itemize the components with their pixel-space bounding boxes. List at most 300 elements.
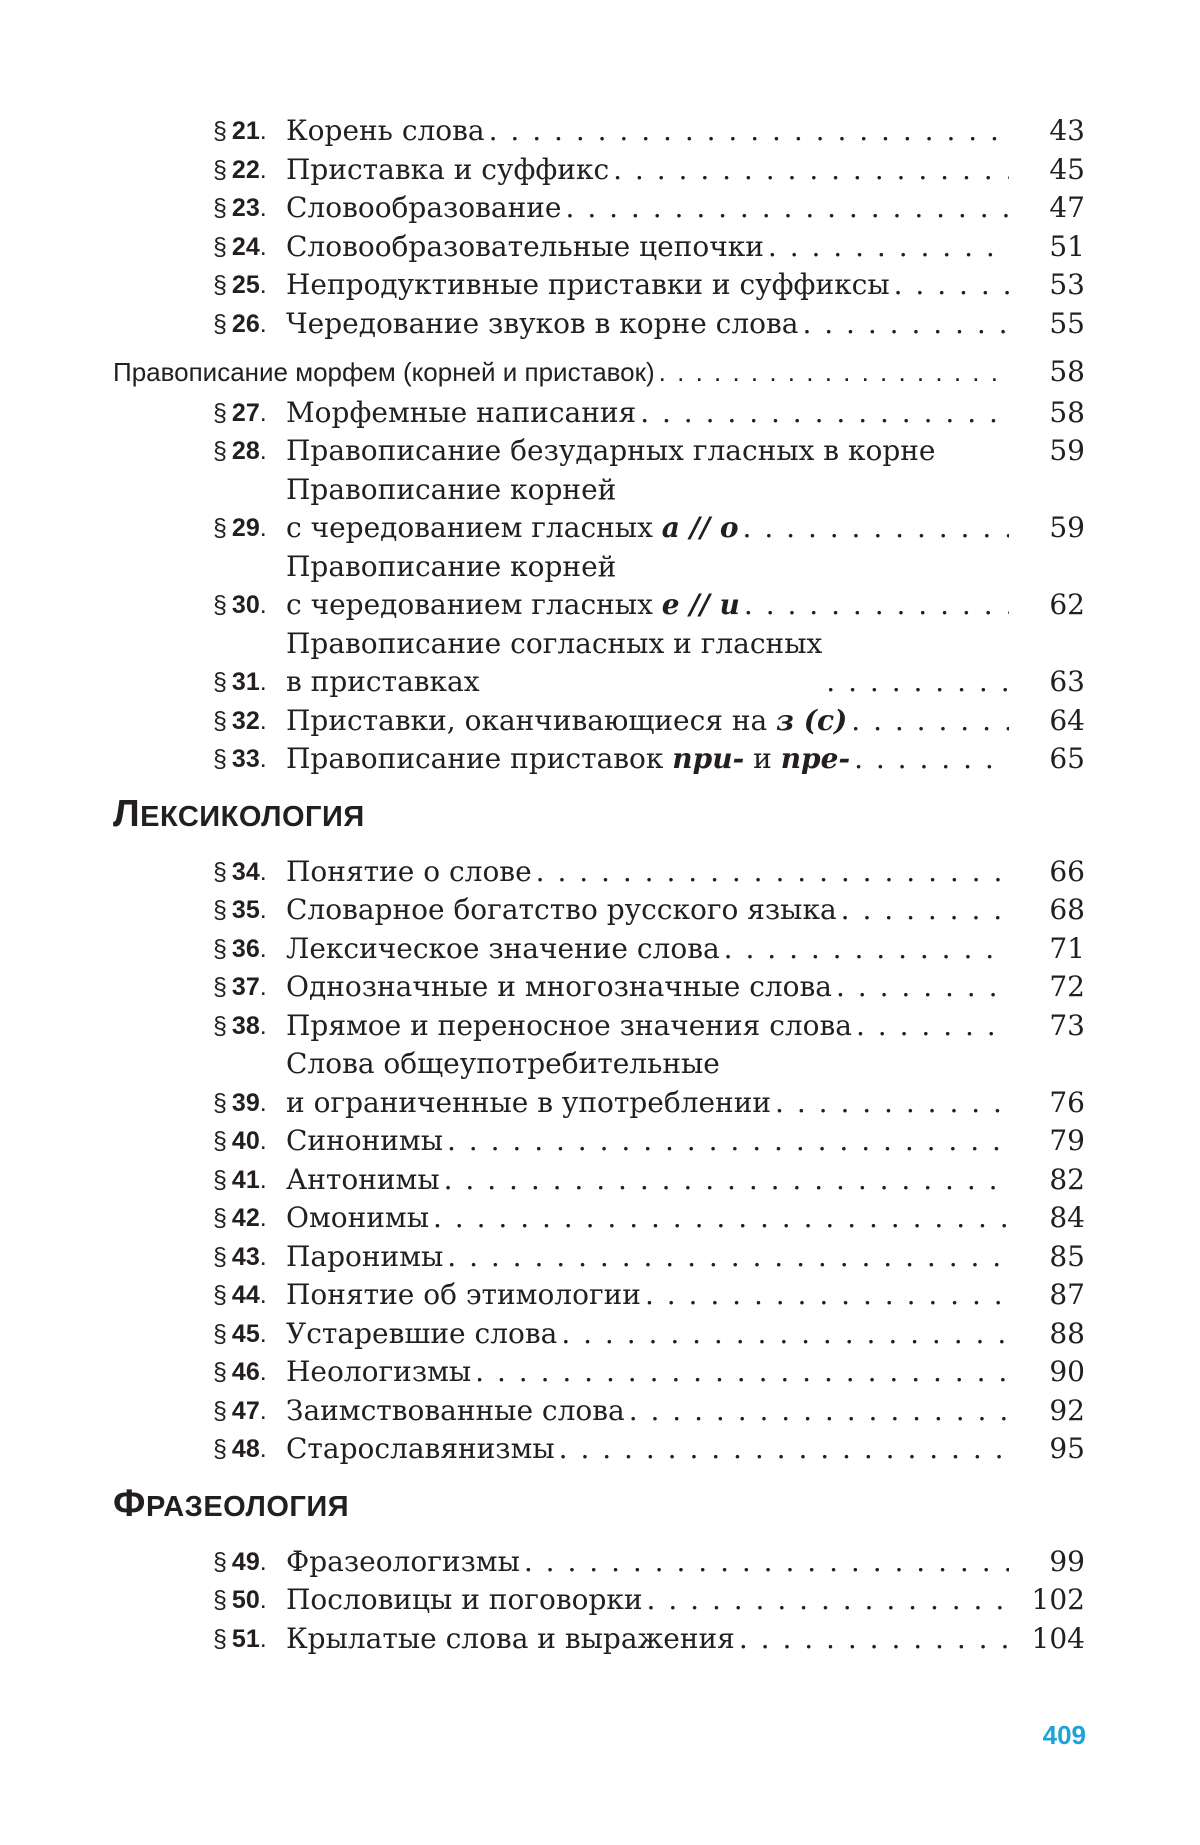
entry-title-text: Синонимы bbox=[286, 1124, 443, 1157]
entry-title-text: Понятие об этимологии bbox=[286, 1278, 641, 1311]
page-ref: 72 bbox=[1009, 968, 1085, 1007]
entry-title-text: Омонимы bbox=[286, 1201, 429, 1234]
toc-group-row bbox=[113, 353, 1085, 392]
leader-dots bbox=[851, 702, 1009, 741]
toc-entry bbox=[113, 1276, 1085, 1315]
page-ref: 66 bbox=[1009, 853, 1085, 892]
leader-dots bbox=[775, 1084, 1009, 1123]
section-number: § 41. bbox=[113, 1161, 286, 1200]
title-wrap bbox=[113, 353, 1009, 392]
entry-title bbox=[286, 1620, 735, 1659]
toc-entry bbox=[113, 1620, 1085, 1659]
entry-title-emphasis: пре- bbox=[781, 742, 850, 775]
title-wrap bbox=[286, 1543, 1009, 1582]
title-wrap bbox=[286, 1392, 1009, 1431]
entry-title bbox=[286, 1276, 641, 1315]
leader-dots bbox=[536, 853, 1009, 892]
toc-entry bbox=[113, 471, 1085, 548]
section-number: § 43. bbox=[113, 1238, 286, 1277]
title-wrap bbox=[286, 1161, 1009, 1200]
entry-title-text: Словообразовательные цепочки bbox=[286, 230, 764, 263]
section-number: § 33. bbox=[113, 740, 286, 779]
leader-dots bbox=[629, 1392, 1009, 1431]
page-ref: 58 bbox=[1009, 394, 1085, 433]
section-num: 47 bbox=[232, 1397, 260, 1425]
entry-title bbox=[286, 1045, 771, 1122]
leader-dots bbox=[433, 1199, 1009, 1238]
entry-title-text: Крылатые слова и выражения bbox=[286, 1622, 735, 1655]
section-num: 43 bbox=[232, 1243, 260, 1271]
page-ref: 92 bbox=[1009, 1392, 1085, 1431]
page-ref: 87 bbox=[1009, 1276, 1085, 1315]
entry-title-text: Словарное богатство русского языка bbox=[286, 893, 837, 926]
section-sign: § bbox=[213, 591, 227, 619]
section-num: 48 bbox=[232, 1435, 260, 1463]
entry-title-line2 bbox=[286, 588, 740, 621]
toc-entry bbox=[113, 112, 1085, 151]
section-num: 32 bbox=[232, 707, 260, 735]
section-number: § 44. bbox=[113, 1276, 286, 1315]
entry-title-text: Паронимы bbox=[286, 1240, 443, 1273]
section-sign: § bbox=[213, 233, 227, 261]
section-number: § 28. bbox=[113, 432, 286, 471]
toc-entry bbox=[113, 548, 1085, 625]
entry-title-text: Непродуктивные приставки и суффиксы bbox=[286, 268, 890, 301]
entry-title-line1: Правописание корней bbox=[286, 548, 740, 587]
section-sign: § bbox=[213, 896, 227, 924]
leader-dots bbox=[489, 112, 1009, 151]
title-wrap bbox=[286, 702, 1009, 741]
section-number: § 22. bbox=[113, 151, 286, 190]
entry-title-text: Устаревшие слова bbox=[286, 1317, 557, 1350]
section-sign: § bbox=[213, 194, 227, 222]
section-sign: § bbox=[213, 514, 227, 542]
section-num: 36 bbox=[232, 935, 260, 963]
section-num: 25 bbox=[232, 271, 260, 299]
entry-title-text: Чередование звуков в корне слова bbox=[286, 307, 798, 340]
entry-title bbox=[286, 112, 485, 151]
section-number: § 30. bbox=[113, 586, 286, 625]
section-number: § 27. bbox=[113, 394, 286, 433]
section-number: § 46. bbox=[113, 1353, 286, 1392]
section-sign: § bbox=[213, 1435, 227, 1463]
entry-title-text: Заимствованные слова bbox=[286, 1394, 625, 1427]
page-ref: 59 bbox=[1009, 432, 1085, 471]
section-num: 39 bbox=[232, 1089, 260, 1117]
section-number: § 25. bbox=[113, 266, 286, 305]
entry-title bbox=[286, 930, 720, 969]
title-wrap bbox=[286, 1199, 1009, 1238]
title-wrap bbox=[286, 930, 1009, 969]
page-ref: 73 bbox=[1009, 1007, 1085, 1046]
section-num: 22 bbox=[232, 156, 260, 184]
entry-title bbox=[286, 1161, 440, 1200]
page-ref: 65 bbox=[1009, 740, 1085, 779]
page-ref: 88 bbox=[1009, 1315, 1085, 1354]
title-wrap bbox=[286, 1045, 1009, 1122]
section-sign: § bbox=[213, 437, 227, 465]
entry-title bbox=[286, 266, 890, 305]
section-sign: § bbox=[213, 271, 227, 299]
entry-title-text: с чередованием гласных bbox=[286, 511, 662, 544]
entry-title bbox=[286, 1430, 555, 1469]
section-num: 40 bbox=[232, 1127, 260, 1155]
entry-title-text: Правописание приставок bbox=[286, 742, 672, 775]
toc-entry bbox=[113, 1315, 1085, 1354]
entry-title bbox=[286, 1392, 625, 1431]
title-wrap bbox=[286, 1581, 1009, 1620]
toc-entry bbox=[113, 394, 1085, 433]
entry-title bbox=[286, 968, 832, 1007]
entry-title-text: Прямое и переносное значения слова bbox=[286, 1009, 852, 1042]
toc-entry bbox=[113, 1353, 1085, 1392]
page-ref: 59 bbox=[1009, 509, 1085, 548]
toc-entry bbox=[113, 305, 1085, 344]
page-ref: 84 bbox=[1009, 1199, 1085, 1238]
leader-dots bbox=[856, 1007, 1009, 1046]
part-heading-rest: РАЗЕОЛОГИЯ bbox=[146, 1491, 349, 1523]
entry-title bbox=[286, 189, 562, 228]
entry-title bbox=[286, 228, 764, 267]
entry-title-text: Лексическое значение слова bbox=[286, 932, 720, 965]
entry-title bbox=[286, 1122, 443, 1161]
title-wrap bbox=[286, 432, 1009, 471]
section-number: § 45. bbox=[113, 1315, 286, 1354]
section-sign: § bbox=[213, 399, 227, 427]
title-wrap bbox=[286, 853, 1009, 892]
entry-title bbox=[286, 432, 935, 471]
toc-entry bbox=[113, 1007, 1085, 1046]
section-number: § 40. bbox=[113, 1122, 286, 1161]
section-num: 49 bbox=[232, 1548, 260, 1576]
toc-entry bbox=[113, 702, 1085, 741]
title-wrap bbox=[286, 471, 1009, 548]
section-num: 45 bbox=[232, 1320, 260, 1348]
toc-entry bbox=[113, 228, 1085, 267]
section-sign: § bbox=[213, 1012, 227, 1040]
leader-dots bbox=[561, 1315, 1009, 1354]
leader-dots bbox=[447, 1122, 1009, 1161]
leader-dots bbox=[841, 891, 1009, 930]
part-heading-initial: Л bbox=[113, 793, 140, 835]
leader-dots bbox=[447, 1238, 1009, 1277]
leader-dots bbox=[743, 509, 1009, 548]
part-heading-initial: Ф bbox=[113, 1483, 146, 1525]
title-wrap bbox=[286, 1620, 1009, 1659]
entry-title bbox=[286, 1199, 429, 1238]
section-number: § 47. bbox=[113, 1392, 286, 1431]
entry-title bbox=[286, 548, 740, 625]
leader-dots bbox=[444, 1161, 1009, 1200]
entry-title-text: и bbox=[744, 742, 780, 775]
page-ref: 71 bbox=[1009, 930, 1085, 969]
entry-title-text: с чередованием гласных bbox=[286, 588, 662, 621]
toc-entry bbox=[113, 432, 1085, 471]
entry-title-line1: Правописание согласных и гласных bbox=[286, 625, 822, 664]
section-num: 46 bbox=[232, 1358, 260, 1386]
toc-entry bbox=[113, 1238, 1085, 1277]
page-ref: 99 bbox=[1009, 1543, 1085, 1582]
section-sign: § bbox=[213, 1548, 227, 1576]
page-ref: 45 bbox=[1009, 151, 1085, 190]
section-num: 23 bbox=[232, 194, 260, 222]
title-wrap bbox=[286, 548, 1009, 625]
page-ref: 43 bbox=[1009, 112, 1085, 151]
entry-title bbox=[286, 1543, 520, 1582]
entry-title-line2 bbox=[286, 1086, 771, 1119]
page-ref: 76 bbox=[1009, 1084, 1085, 1123]
title-wrap bbox=[286, 305, 1009, 344]
entry-title-text: в приставках bbox=[286, 665, 480, 698]
entry-title bbox=[286, 1315, 557, 1354]
section-num: 38 bbox=[232, 1012, 260, 1040]
entry-title-text: Корень слова bbox=[286, 114, 485, 147]
section-number: § 32. bbox=[113, 702, 286, 741]
leader-dots bbox=[559, 1430, 1009, 1469]
entry-title-line1: Правописание корней bbox=[286, 471, 739, 510]
section-sign: § bbox=[213, 1166, 227, 1194]
section-sign: § bbox=[213, 1281, 227, 1309]
entry-title-emphasis: при- bbox=[672, 742, 744, 775]
page-number: 409 bbox=[1020, 1720, 1086, 1751]
title-wrap bbox=[286, 266, 1009, 305]
section-number: § 31. bbox=[113, 663, 286, 702]
title-wrap bbox=[286, 625, 1009, 702]
section-number: § 51. bbox=[113, 1620, 286, 1659]
page-ref: 62 bbox=[1009, 586, 1085, 625]
section-number: § 42. bbox=[113, 1199, 286, 1238]
page-ref: 79 bbox=[1009, 1122, 1085, 1161]
toc-entry bbox=[113, 968, 1085, 1007]
entry-title bbox=[286, 151, 609, 190]
title-wrap bbox=[286, 740, 1009, 779]
leader-dots bbox=[826, 663, 1009, 702]
leader-dots bbox=[802, 305, 1009, 344]
toc-entry bbox=[113, 740, 1085, 779]
section-sign: § bbox=[213, 1320, 227, 1348]
toc-entry bbox=[113, 1543, 1085, 1582]
entry-title-line2 bbox=[286, 665, 480, 698]
page-ref: 58 bbox=[1009, 353, 1085, 392]
entry-title-text: Правописание морфем (корней и приставок) bbox=[113, 357, 655, 387]
entry-title-text: Неологизмы bbox=[286, 1355, 471, 1388]
page-ref: 51 bbox=[1009, 228, 1085, 267]
title-wrap bbox=[286, 151, 1009, 190]
entry-title bbox=[286, 1581, 643, 1620]
entry-title-text: Понятие о слове bbox=[286, 855, 532, 888]
section-num: 21 bbox=[232, 117, 260, 145]
section-num: 33 bbox=[232, 745, 260, 773]
entry-title bbox=[286, 702, 847, 741]
page-ref: 85 bbox=[1009, 1238, 1085, 1277]
section-number: § 23. bbox=[113, 189, 286, 228]
entry-title-text: Словообразование bbox=[286, 191, 562, 224]
section-sign: § bbox=[213, 973, 227, 1001]
entry-title bbox=[286, 891, 837, 930]
section-num: 41 bbox=[232, 1166, 260, 1194]
entry-title bbox=[286, 853, 532, 892]
leader-dots bbox=[613, 151, 1009, 190]
section-num: 35 bbox=[232, 896, 260, 924]
toc-entry bbox=[113, 1392, 1085, 1431]
entry-title-text: Старославянизмы bbox=[286, 1432, 555, 1465]
section-num: 42 bbox=[232, 1204, 260, 1232]
leader-dots bbox=[854, 740, 1009, 779]
section-num: 51 bbox=[232, 1625, 260, 1653]
page-ref: 47 bbox=[1009, 189, 1085, 228]
toc-entry bbox=[113, 151, 1085, 190]
section-number: § 39. bbox=[113, 1084, 286, 1123]
section-sign: § bbox=[213, 1625, 227, 1653]
entry-title bbox=[286, 740, 850, 779]
entry-title-line2 bbox=[286, 511, 739, 544]
entry-title-text: Однозначные и многозначные слова bbox=[286, 970, 832, 1003]
section-number: § 35. bbox=[113, 891, 286, 930]
toc-entry bbox=[113, 1581, 1085, 1620]
toc-entry bbox=[113, 1045, 1085, 1122]
section-sign: § bbox=[213, 1586, 227, 1614]
toc-entry bbox=[113, 189, 1085, 228]
title-wrap bbox=[286, 189, 1009, 228]
section-num: 31 bbox=[232, 668, 260, 696]
page-ref: 95 bbox=[1009, 1430, 1085, 1469]
section-num: 50 bbox=[232, 1586, 260, 1614]
toc-entry bbox=[113, 1122, 1085, 1161]
entry-title-text: и ограниченные в употреблении bbox=[286, 1086, 771, 1119]
toc-entry bbox=[113, 1430, 1085, 1469]
leader-dots bbox=[894, 266, 1009, 305]
leader-dots bbox=[475, 1353, 1009, 1392]
leader-dots bbox=[524, 1543, 1009, 1582]
section-num: 37 bbox=[232, 973, 260, 1001]
leader-dots bbox=[566, 189, 1009, 228]
toc-entry bbox=[113, 1161, 1085, 1200]
section-number: § 36. bbox=[113, 930, 286, 969]
title-wrap bbox=[286, 1238, 1009, 1277]
section-number: § 48. bbox=[113, 1430, 286, 1469]
leader-dots bbox=[659, 353, 1009, 392]
page-ref: 102 bbox=[1009, 1581, 1085, 1620]
section-sign: § bbox=[213, 935, 227, 963]
entry-title bbox=[286, 471, 739, 548]
section-sign: § bbox=[213, 668, 227, 696]
section-num: 28 bbox=[232, 437, 260, 465]
entry-title bbox=[286, 1353, 471, 1392]
section-num: 26 bbox=[232, 310, 260, 338]
section-sign: § bbox=[213, 117, 227, 145]
entry-title bbox=[286, 1007, 852, 1046]
toc-entry bbox=[113, 891, 1085, 930]
section-num: 30 bbox=[232, 591, 260, 619]
section-number: § 24. bbox=[113, 228, 286, 267]
entry-title-text: Фразеологизмы bbox=[286, 1545, 520, 1578]
section-sign: § bbox=[213, 745, 227, 773]
entry-title-text: Приставки, оканчивающиеся на bbox=[286, 704, 776, 737]
title-wrap bbox=[286, 394, 1009, 433]
toc-entry bbox=[113, 1199, 1085, 1238]
entry-title-text: Антонимы bbox=[286, 1163, 440, 1196]
title-wrap bbox=[286, 1353, 1009, 1392]
title-wrap bbox=[286, 1122, 1009, 1161]
section-number: § 37. bbox=[113, 968, 286, 1007]
entry-title bbox=[113, 353, 655, 392]
page-ref: 104 bbox=[1009, 1620, 1085, 1659]
entry-title-text: Морфемные написания bbox=[286, 396, 636, 429]
page-ref: 68 bbox=[1009, 891, 1085, 930]
section-num: 34 bbox=[232, 858, 260, 886]
toc-entry bbox=[113, 930, 1085, 969]
toc-entry bbox=[113, 853, 1085, 892]
toc-entry bbox=[113, 266, 1085, 305]
leader-dots bbox=[640, 394, 1009, 433]
leader-dots bbox=[739, 1620, 1009, 1659]
section-sign: § bbox=[213, 707, 227, 735]
part-heading bbox=[113, 1484, 1085, 1527]
table-of-contents bbox=[113, 112, 1085, 1658]
toc-entry bbox=[113, 625, 1085, 702]
section-number: § 34. bbox=[113, 853, 286, 892]
section-sign: § bbox=[213, 1397, 227, 1425]
section-num: 29 bbox=[232, 514, 260, 542]
part-heading-rest: ЕКСИКОЛОГИЯ bbox=[140, 801, 365, 833]
page-ref: 63 bbox=[1009, 663, 1085, 702]
leader-dots bbox=[724, 930, 1009, 969]
title-wrap bbox=[286, 891, 1009, 930]
section-number: § 29. bbox=[113, 509, 286, 548]
entry-title bbox=[286, 1238, 443, 1277]
section-sign: § bbox=[213, 156, 227, 184]
section-number: § 50. bbox=[113, 1581, 286, 1620]
leader-dots bbox=[836, 968, 1009, 1007]
entry-title bbox=[286, 394, 636, 433]
section-sign: § bbox=[213, 310, 227, 338]
entry-title-emphasis: з (с) bbox=[776, 704, 847, 737]
entry-title-emphasis: е // и bbox=[662, 588, 740, 621]
entry-title bbox=[286, 305, 798, 344]
section-sign: § bbox=[213, 1358, 227, 1386]
section-sign: § bbox=[213, 1127, 227, 1155]
page-ref: 55 bbox=[1009, 305, 1085, 344]
section-number: § 49. bbox=[113, 1543, 286, 1582]
section-sign: § bbox=[213, 858, 227, 886]
page-ref: 53 bbox=[1009, 266, 1085, 305]
title-wrap bbox=[286, 968, 1009, 1007]
title-wrap bbox=[286, 112, 1009, 151]
section-sign: § bbox=[213, 1204, 227, 1232]
section-number: § 26. bbox=[113, 305, 286, 344]
part-heading bbox=[113, 794, 1085, 837]
leader-dots bbox=[768, 228, 1009, 267]
title-wrap bbox=[286, 1315, 1009, 1354]
page-ref: 90 bbox=[1009, 1353, 1085, 1392]
leader-dots bbox=[744, 586, 1009, 625]
page-ref: 64 bbox=[1009, 702, 1085, 741]
page-ref: 82 bbox=[1009, 1161, 1085, 1200]
leader-dots bbox=[647, 1581, 1009, 1620]
title-wrap bbox=[286, 1007, 1009, 1046]
entry-title-emphasis: а // о bbox=[662, 511, 739, 544]
title-wrap bbox=[286, 1276, 1009, 1315]
section-num: 24 bbox=[232, 233, 260, 261]
title-wrap bbox=[286, 228, 1009, 267]
section-number: § 38. bbox=[113, 1007, 286, 1046]
section-num: 27 bbox=[232, 399, 260, 427]
entry-title-text: Правописание безударных гласных в корне bbox=[286, 434, 935, 467]
title-wrap bbox=[286, 1430, 1009, 1469]
leader-dots bbox=[645, 1276, 1009, 1315]
entry-title bbox=[286, 625, 822, 702]
section-number: § 21. bbox=[113, 112, 286, 151]
